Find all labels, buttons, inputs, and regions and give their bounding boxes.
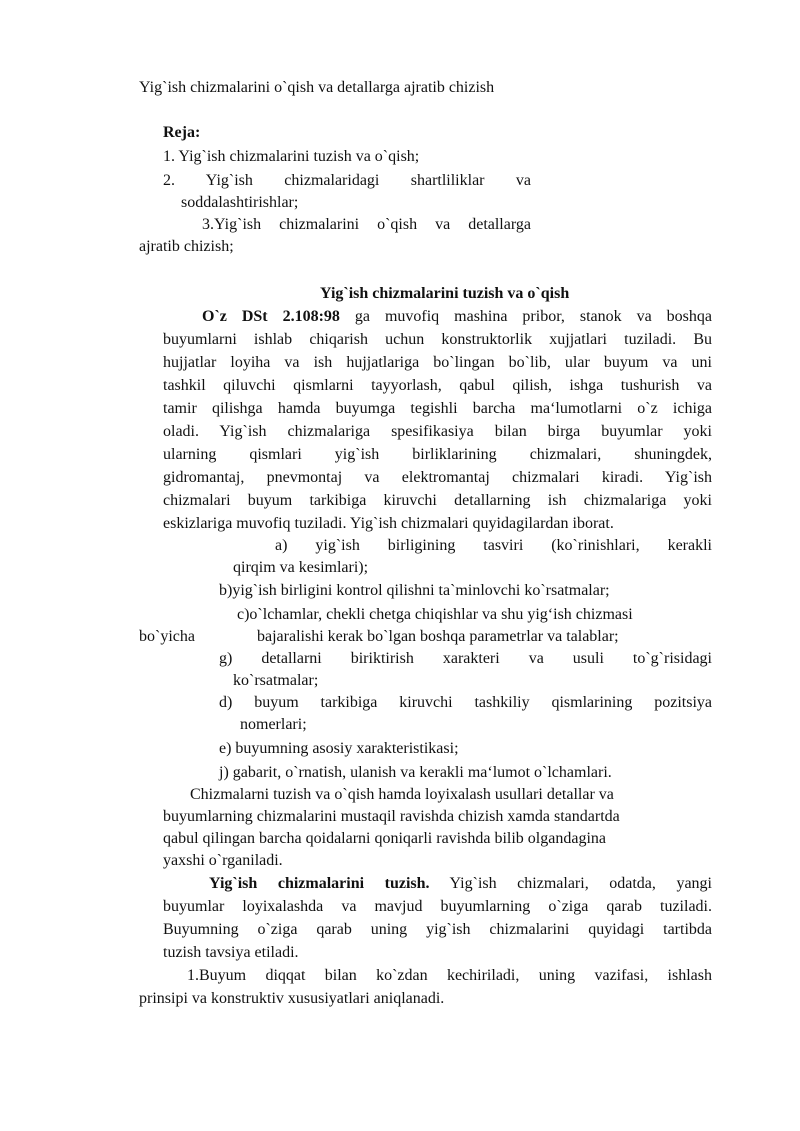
standard-reference: O`z DSt 2.108:98 [202, 308, 340, 325]
paragraph-1-line: chizmalari buyum tarkibiga kiruvchi detallarning ish chizmalariga yoki [163, 492, 712, 509]
plan-item-3-cont: ajratib chizish; [139, 238, 234, 255]
list-item-a: a) yig`ish birligining tasviri (ko`rinishlari, kerakli [275, 537, 712, 554]
paragraph-1-line: tashkil qiluvchi qismlarni tayyorlash, qabul qilish, ishga tushurish va [163, 377, 712, 394]
list-item-g-cont: ko`rsatmalar; [233, 672, 319, 689]
list-item-j: j) gabarit, o`rnatish, ulanish va kerakli ma‘lumot o`lchamlari. [219, 764, 612, 781]
paragraph-3-line: Buyumning o`ziga qarab uning yig`ish chizmalarini quyidagi tartibda [163, 921, 712, 938]
paragraph-1-line: hujjatlar loyiha va ish hujjatlariga bo`lingan bo`lib, ular buyum va uni [163, 354, 712, 371]
paragraph-2-line: qabul qilingan barcha qoidalarni qoniqarli ravishda bilib olgandagina [163, 830, 606, 847]
paragraph-2-line: yaxshi o`rganiladi. [163, 852, 283, 869]
list-item-c-cont-lead: bo`yicha [139, 628, 195, 645]
paragraph-1-line [202, 306, 712, 328]
paragraph-4-line: prinsipi va konstruktiv xususiyatlari aniqlanadi. [139, 990, 445, 1007]
plan-item-3: 3.Yig`ish chizmalarini o`qish va detallarga [202, 216, 531, 233]
paragraph-1-line: ularning qismlari yig`ish birliklarining chizmalari, shuningdek, [163, 446, 712, 463]
list-item-c-cont: bajaralishi kerak bo`lgan boshqa parametrlar va talablar; [257, 628, 619, 645]
document-title: Yig`ish chizmalarini o`qish va detallarga ajratib chizish [139, 79, 495, 96]
list-item-g: g) detallarni biriktirish xarakteri va usuli to`g`risidagi [219, 650, 712, 667]
list-item-b: b)yig`ish birligini kontrol qilishni ta`minlovchi ko`rsatmalar; [219, 582, 610, 599]
paragraph-3-line: tuzish tavsiya etiladi. [163, 944, 299, 961]
paragraph-2-line: buyumlarning chizmalarini mustaqil ravishda chizish xamda standartda [163, 808, 620, 825]
paragraph-1-text: ga muvofiq mashina pribor, stanok va boshqa [354, 308, 712, 325]
plan-item-1: 1. Yig`ish chizmalarini tuzish va o`qish; [163, 148, 420, 165]
paragraph-3-text: Yig`ish chizmalari, odatda, yangi [449, 875, 713, 892]
plan-item-2: 2. Yig`ish chizmalaridagi shartliliklar va [163, 172, 531, 189]
subsection-heading: Yig`ish chizmalarini tuzish. [209, 875, 430, 892]
paragraph-1-line: tamir qilishga hamda buyumga tegishli barcha ma‘lumotlarni o`z ichiga [163, 400, 712, 417]
plan-item-2-cont: soddalashtirishlar; [181, 194, 299, 211]
paragraph-2-line: Chizmalarni tuzish va o`qish hamda loyixalash usullari detallar va [190, 786, 614, 803]
paragraph-3-line [209, 873, 712, 895]
paragraph-4-line: 1.Buyum diqqat bilan ko`zdan kechiriladi, uning vazifasi, ishlash [187, 967, 712, 984]
list-item-d-cont: nomerlari; [240, 716, 307, 733]
list-item-d: d) buyum tarkibiga kiruvchi tashkiliy qismlarining pozitsiya [219, 694, 712, 711]
paragraph-1-line: buyumlarni ishlab chiqarish uchun konstruktorlik xujjatlari tuziladi. Bu [163, 331, 712, 348]
list-item-a-cont: qirqim va kesimlari); [233, 559, 369, 576]
paragraph-1-line: gidromantaj, pnevmontaj va elektromantaj chizmalari kiradi. Yig`ish [163, 469, 712, 486]
list-item-e: e) buyumning asosiy xarakteristikasi; [219, 740, 459, 757]
plan-heading: Reja: [163, 124, 201, 141]
paragraph-1-line: eskizlariga muvofiq tuziladi. Yig`ish chizmalari quyidagilardan iborat. [163, 515, 614, 532]
paragraph-3-line: buyumlar loyixalashda va mavjud buyumlarning o`ziga qarab tuziladi. [163, 898, 712, 915]
paragraph-1-line: oladi. Yig`ish chizmalariga spesifikasiya bilan birga buyumlar yoki [163, 423, 712, 440]
list-item-c: c)o`lchamlar, chekli chetga chiqishlar va shu yig‘ish chizmasi [237, 606, 633, 623]
section-heading: Yig`ish chizmalarini tuzish va o`qish [320, 285, 570, 302]
